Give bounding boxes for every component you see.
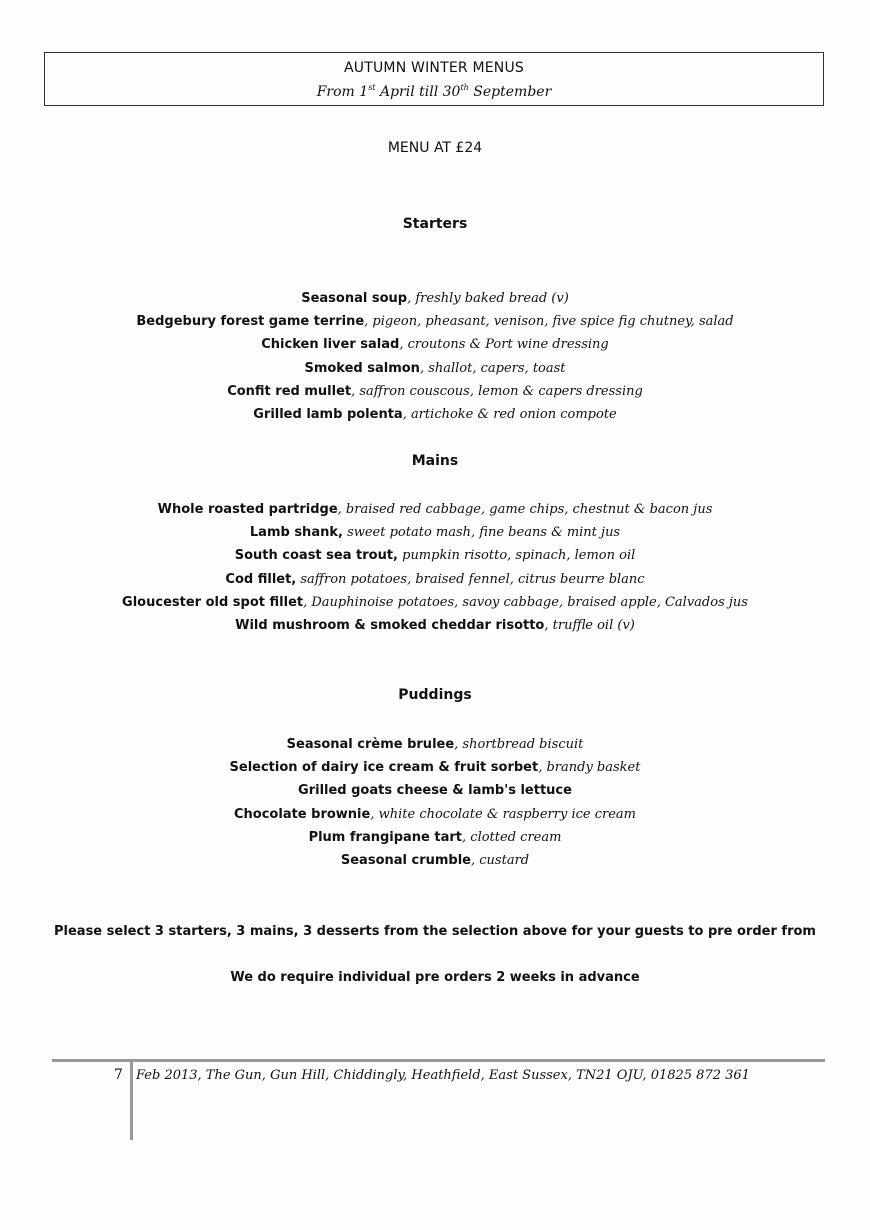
date-suffix-st: st	[368, 83, 376, 92]
dish-description: , Dauphinoise potatoes, savoy cabbage, braised apple, Calvados jus	[303, 594, 748, 610]
dish-description: saffron potatoes, braised fennel, citrus beurre blanc	[296, 571, 645, 587]
dish-description: , clotted cream	[462, 829, 562, 845]
dish-description: pumpkin risotto, spinach, lemon oil	[397, 548, 636, 564]
list-item	[0, 498, 870, 521]
dish-description: , artichoke & red onion compote	[402, 406, 617, 422]
menu-price: MENU AT £24	[387, 140, 483, 156]
starters-heading: Starters	[402, 216, 468, 232]
menu-header-box	[44, 52, 824, 106]
list-item	[0, 733, 870, 756]
puddings-list	[0, 733, 870, 872]
dish-description: , braised red cabbage, game chips, chestnut & bacon jus	[337, 502, 713, 517]
dish-description: , brandy basket	[538, 760, 641, 776]
dish-description: , croutons & Port wine dressing	[399, 337, 609, 353]
dish-description: , pigeon, pheasant, venison, five spice fig chutney, salad	[364, 314, 734, 330]
list-item	[0, 779, 870, 802]
menu-date-range	[45, 84, 823, 100]
preorder-note: We do require individual pre orders 2 weeks in advance	[230, 970, 640, 985]
list-item	[0, 357, 870, 380]
footer-vertical-divider	[130, 1062, 133, 1140]
list-item	[0, 380, 870, 403]
dish-description: , truffle oil (v)	[544, 617, 635, 633]
dish-description: , freshly baked bread (v)	[407, 291, 569, 306]
dish-name: Smoked salmon	[304, 360, 420, 376]
list-item	[0, 826, 870, 849]
dish-name: Grilled goats cheese & lamb's lettuce	[298, 783, 572, 799]
dish-name: Seasonal crème brulee	[286, 737, 455, 752]
dish-name: Lamb shank,	[249, 525, 343, 541]
dish-name: Seasonal crumble	[340, 852, 472, 868]
list-item	[0, 287, 870, 310]
list-item	[0, 614, 870, 637]
list-item	[0, 803, 870, 826]
dish-name: Chicken liver salad	[261, 337, 400, 353]
list-item	[0, 544, 870, 567]
list-item	[0, 521, 870, 544]
list-item	[0, 756, 870, 779]
dish-name: Whole roasted partridge	[157, 502, 338, 517]
footer-address: Feb 2013, The Gun, Gun Hill, Chiddingly, Heathfield, East Sussex, TN21 OJU, 01825 872 361	[136, 1068, 750, 1083]
dish-name: Confit red mullet	[227, 383, 352, 399]
mains-list	[0, 498, 870, 637]
dish-name: Plum frangipane tart	[308, 829, 463, 845]
list-item	[0, 310, 870, 333]
selection-note: Please select 3 starters, 3 mains, 3 desserts from the selection above for your guests to pre order from	[54, 924, 816, 939]
dish-description: , custard	[471, 852, 530, 868]
date-range-start: From 1	[316, 84, 369, 100]
dish-description: sweet potato mash, fine beans & mint jus	[342, 525, 621, 541]
dish-description: , saffron couscous, lemon & capers dressing	[351, 383, 643, 399]
dish-description: , shortbread biscuit	[454, 737, 584, 752]
list-item	[0, 849, 870, 872]
dish-name: Seasonal soup	[301, 291, 408, 306]
date-suffix-th: th	[460, 83, 469, 92]
date-range-end: September	[468, 84, 552, 100]
dish-description: , shallot, capers, toast	[419, 360, 566, 376]
dish-name: Gloucester old spot fillet	[122, 594, 304, 610]
page-number: 7	[114, 1067, 123, 1083]
mains-heading: Mains	[411, 453, 459, 469]
list-item	[0, 568, 870, 591]
puddings-heading: Puddings	[398, 687, 472, 703]
dish-name: Chocolate brownie	[234, 806, 371, 822]
list-item	[0, 403, 870, 426]
date-range-mid: April till 30	[375, 84, 461, 100]
dish-name: Cod fillet,	[225, 571, 297, 587]
dish-name: South coast sea trout,	[234, 548, 398, 564]
list-item	[0, 333, 870, 356]
dish-name: Bedgebury forest game terrine	[136, 314, 365, 330]
dish-name: Selection of dairy ice cream & fruit sorbet	[229, 760, 539, 776]
menu-title: AUTUMN WINTER MENUS	[344, 60, 524, 76]
starters-list	[0, 287, 870, 426]
dish-name: Wild mushroom & smoked cheddar risotto	[235, 617, 545, 633]
dish-name: Grilled lamb polenta	[253, 406, 403, 422]
footer-divider	[52, 1059, 825, 1062]
list-item	[0, 591, 870, 614]
dish-description: , white chocolate & raspberry ice cream	[370, 806, 636, 822]
